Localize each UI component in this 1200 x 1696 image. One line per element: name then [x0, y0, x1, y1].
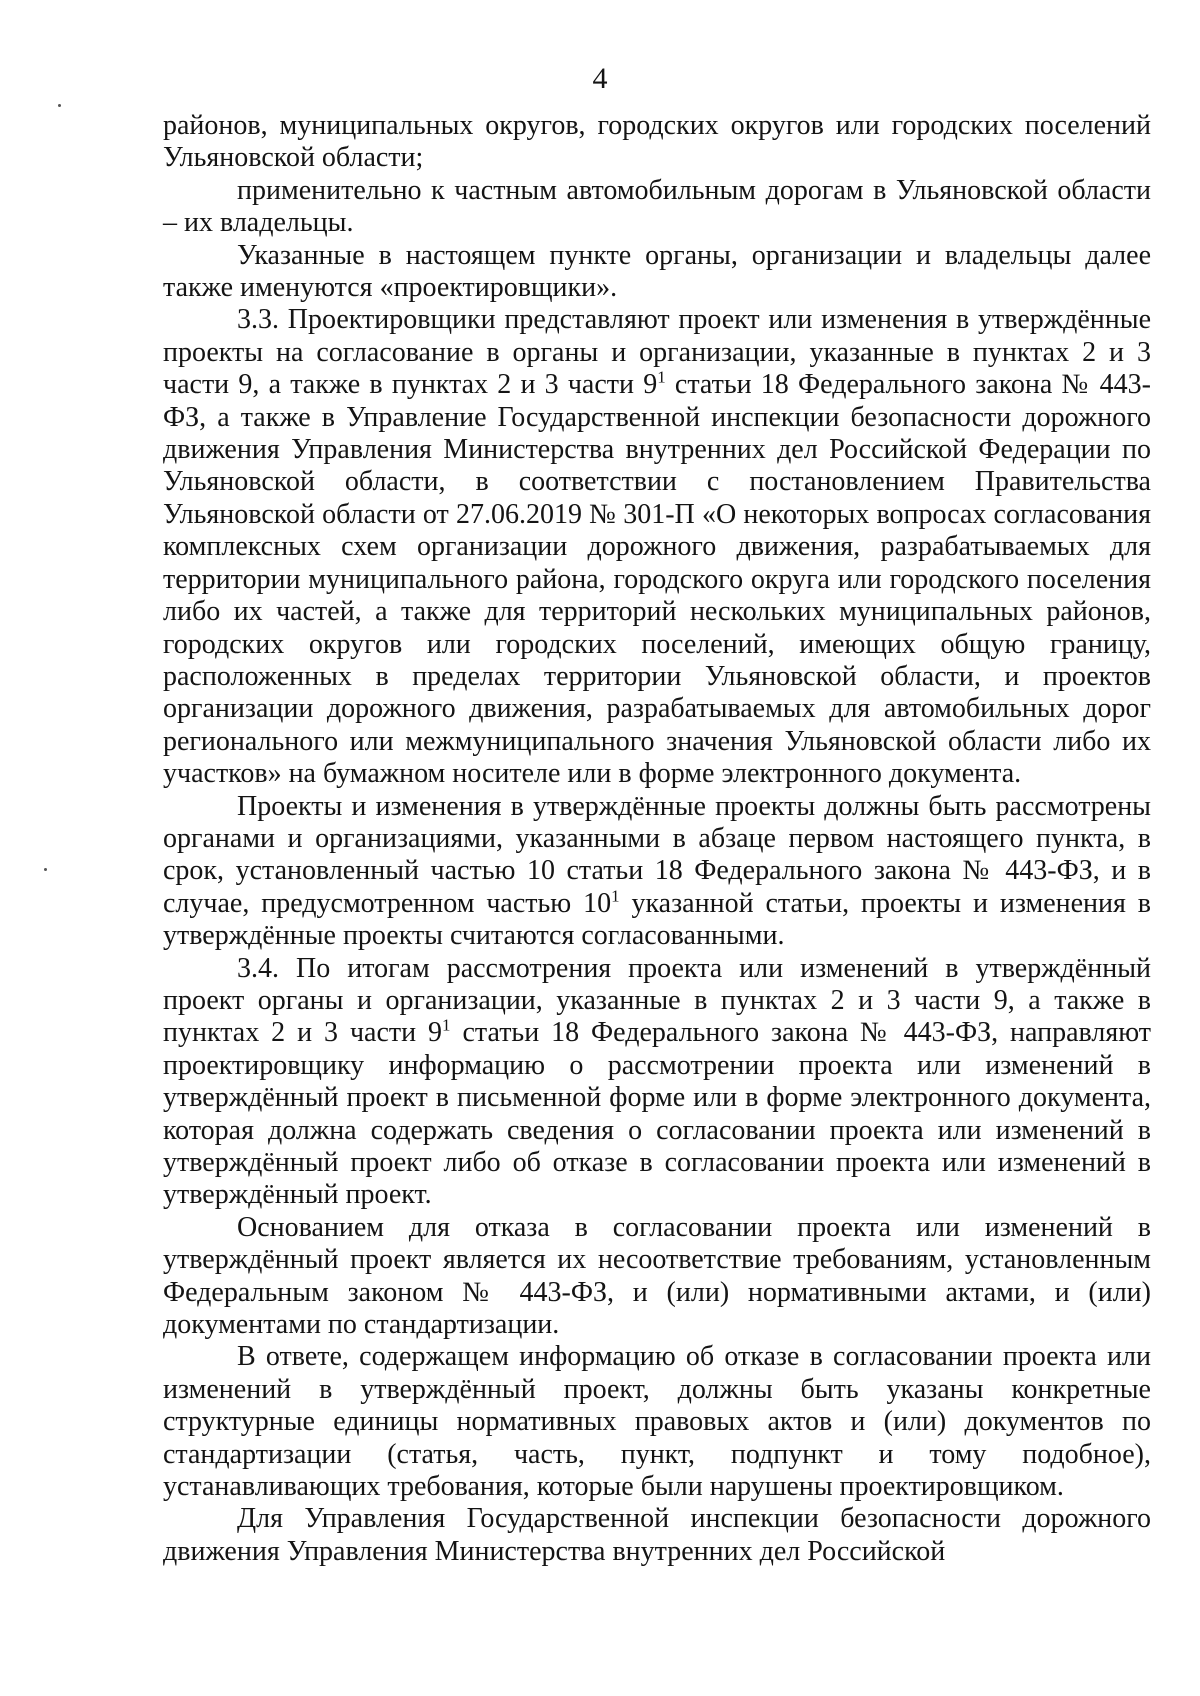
paragraph: [163, 240, 1151, 305]
paragraph: [163, 175, 1151, 240]
superscript: 1: [611, 886, 620, 906]
paragraph-text: В ответе, содержащем информацию об отказе в согласовании проекта или изменений в утверждённый проект, должны быть указаны конкретные структурные единицы нормативных правовых актов и (или) документов по стандартизации (статья, часть, пункт, подпункт и тому подобное), устанавливающих требования, которые были нарушены проектировщиком.: [163, 1341, 1151, 1503]
scan-speck: [58, 104, 61, 107]
page-number: 4: [592, 62, 608, 95]
superscript: 1: [442, 1016, 451, 1036]
paragraph: [163, 110, 1151, 175]
paragraph-text: районов, муниципальных округов, городских округов или городских поселений Ульяновской области;: [163, 110, 1151, 174]
paragraph: [163, 1212, 1151, 1342]
paragraph-text: Основанием для отказа в согласовании проекта или изменений в утверждённый проект является их несоответствие требованиям, установленным Федеральным законом № 443-ФЗ, и (или) нормативными актами, и (или) документами по стандартизации.: [163, 1211, 1151, 1341]
document-body: [163, 110, 1151, 1568]
paragraph-text: Для Управления Государственной инспекции безопасности дорожного движения Управления Министерства внутренних дел Российской: [163, 1503, 1151, 1567]
paragraph: [163, 1341, 1151, 1503]
paragraph-3-3: [163, 304, 1151, 790]
paragraph-text: статьи 18 Федерального закона № 443-ФЗ, направляют проектировщику информацию о рассмотрении проекта или изменений в утверждённый проект в письменной форме или в форме электронного документа, которая должна содержать сведения о согласовании проекта или изменений в утверждённый проект либо об отказе в согласовании проекта или изменений в утверждённый проект.: [163, 1017, 1151, 1211]
paragraph: [163, 791, 1151, 953]
paragraph-text: Указанные в настоящем пункте органы, организации и владельцы далее также именуются «проектировщики».: [163, 239, 1151, 304]
paragraph-text: указанной статьи, проекты и изменения в утверждённые проекты считаются согласованными.: [163, 887, 1151, 952]
paragraph-text: применительно к частным автомобильным дорогам в Ульяновской области – их владельцы.: [163, 174, 1151, 239]
paragraph-text: Проекты и изменения в утверждённые проекты должны быть рассмотрены органами и организациями, указанными в абзаце первом настоящего пункта, в срок, установленный частью 10 статьи 18 Федерального закона № 443-ФЗ, и в случае, предусмотренном частью 10: [163, 790, 1151, 919]
paragraph-text: статьи 18 Федерального закона № 443-ФЗ, а также в Управление Государственной инспекции безопасности дорожного движения Управления Министерства внутренних дел Российской Федерации по Ульяновской области, в соответствии с постановлением Правительства Ульяновской области от 27.06.2019 № 301-П «О некоторых вопросах согласования комплексных схем организации дорожного движения, разрабатываемых для территории муниципального района, городского округа или городского поселения либо их частей, а также для территорий нескольких муниципальных районов, городских округов или городских поселений, имеющих общую границу, расположенных в пределах территории Ульяновской области, и проектов организации дорожного движения, разрабатываемых для автомобильных дорог регионального или межмуниципального значения Ульяновской области либо их участков» на бумажном носителе или в форме электронного документа.: [163, 369, 1151, 790]
paragraph-text: 3.3. Проектировщики представляют проект или изменения в утверждённые проекты на согласование в органы и организации, указанные в пунктах 2 и 3 части 9, а также в пунктах 2 и 3 части 9: [163, 304, 1151, 401]
paragraph-text: 3.4. По итогам рассмотрения проекта или изменений в утверждённый проект органы и организации, указанные в пунктах 2 и 3 части 9, а также в пунктах 2 и 3 части 9: [163, 952, 1151, 1049]
scan-speck: [44, 868, 47, 871]
paragraph-3-4: [163, 953, 1151, 1212]
superscript: 1: [657, 367, 666, 387]
paragraph: [163, 1503, 1151, 1568]
